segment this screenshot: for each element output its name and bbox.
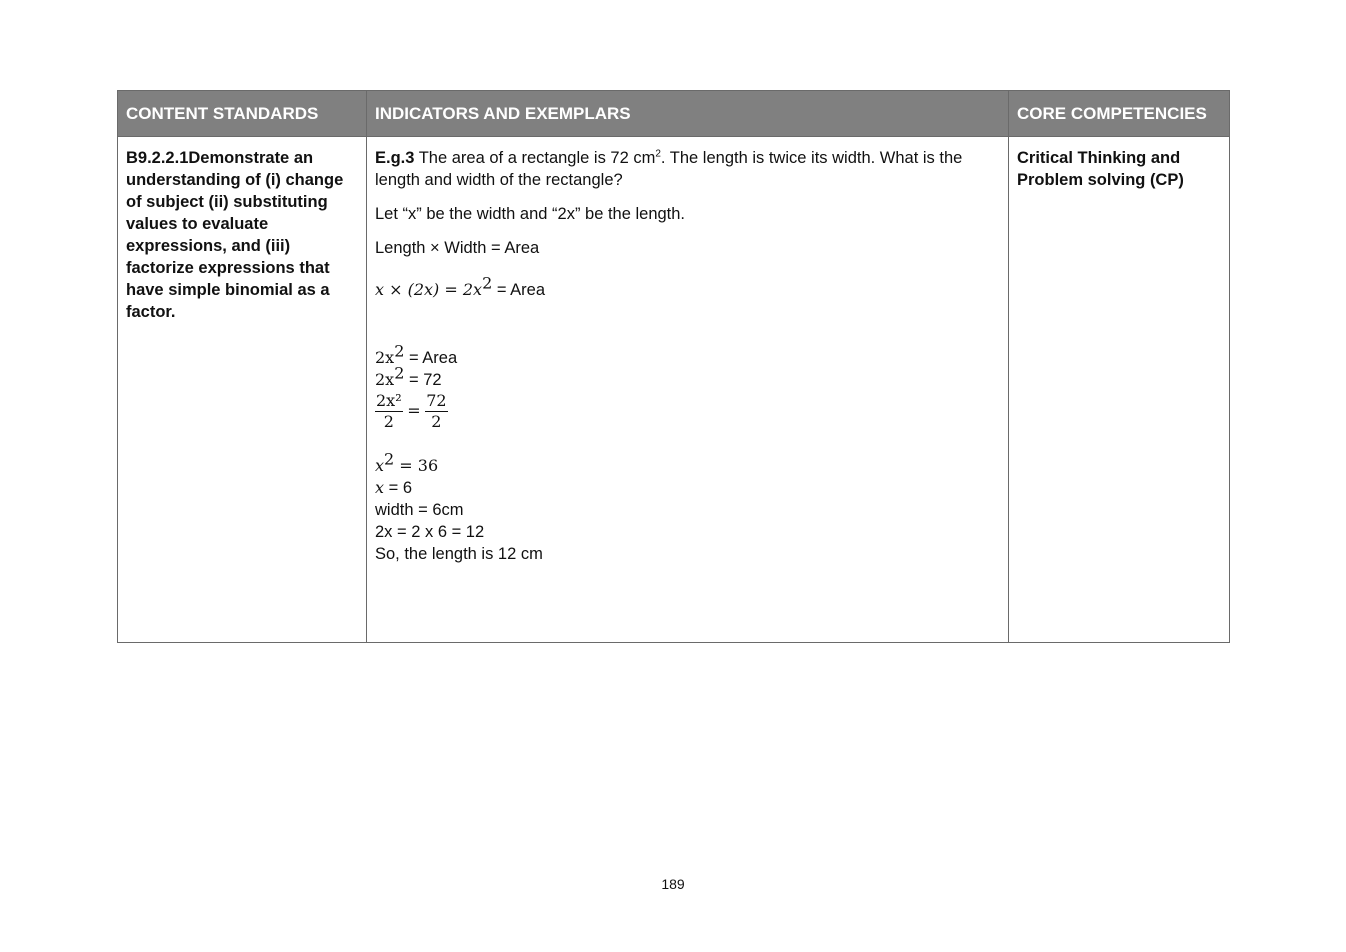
question-end: . The length is twice its width. What is the length and width of the rectangle? [375,149,963,189]
exemplar-cell [367,137,1009,643]
expression-line [375,273,1000,301]
exemplar-label: E.g.3 [375,149,415,167]
equals-72-line: $2x^2 = 72$ [375,363,442,389]
question-sup: 2 [655,148,661,160]
expr-math: x × (2x) = 2x [375,280,483,299]
area-line: $2x^2$ = Area [375,341,458,367]
header-row [118,91,1230,137]
header-core-competencies: CORE COMPETENCIES [1009,91,1230,137]
conclusion-line: So, the length is 12 cm [375,545,543,563]
competency-cell [1009,137,1230,643]
curriculum-table [117,90,1230,643]
fraction-left: $\frac{\text{2x²}}{2}$ [376,391,402,431]
content-standard-text: B9.2.2.1Demonstrate an understanding of (i) change of subject (ii) substituting values to evaluate expressions, and (iii) factorize expressions that have simple binomial as a factor. [126,149,344,321]
header-indicators-exemplars: INDICATORS AND EXEMPLARS [367,91,1009,137]
fraction-line [375,391,1000,437]
exemplar-question [375,147,1000,191]
expr-sup: 2 [482,273,493,293]
table-row [118,137,1230,643]
x-value-line: x = 6 [375,478,413,497]
width-line: width = 6cm [375,501,464,519]
fraction-equals: = [407,400,421,420]
fraction-right: $\frac{72}{2}$ [426,391,447,431]
page-number: 189 [661,876,685,892]
question-start: The area of a rectangle is 72 cm [414,149,656,167]
content-standard-cell [118,137,367,643]
header-content-standards: CONTENT STANDARDS [118,91,367,137]
expr-rest: = Area [492,281,546,299]
calc-line: 2x = 2 x 6 = 12 [375,523,485,541]
competency-text: Critical Thinking and Problem solving (CP) [1017,149,1184,189]
let-line: Let “x” be the width and “2x” be the length. [375,205,686,223]
formula-line: Length × Width = Area [375,239,540,257]
x-squared-line: $x^2 = 36$ [375,449,439,475]
